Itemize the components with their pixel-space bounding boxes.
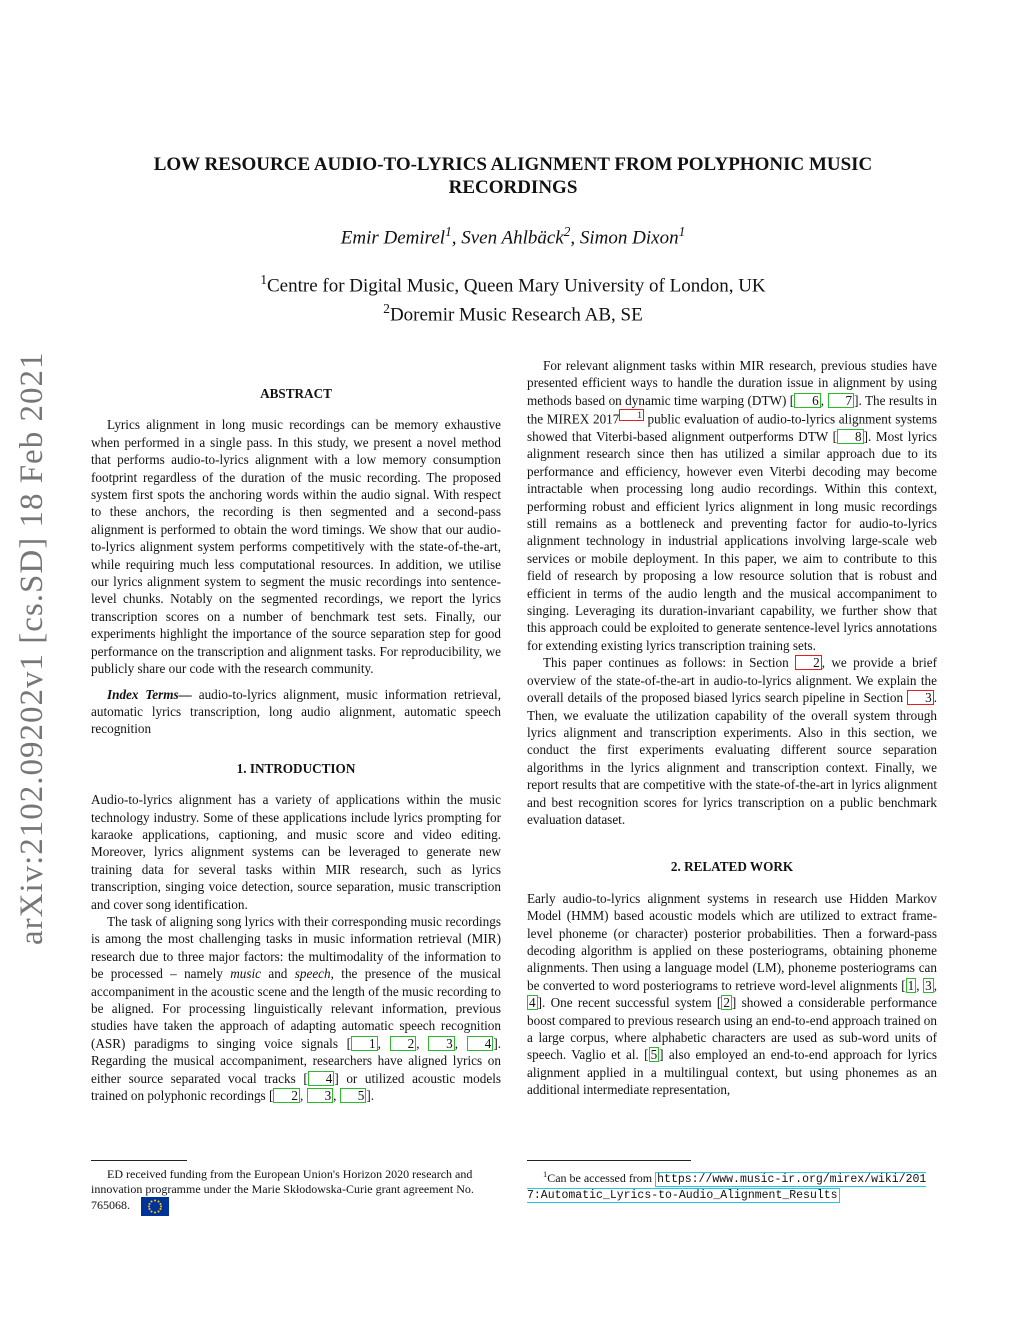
author-affil-mark: 1 <box>445 224 452 239</box>
affiliation-line <box>100 268 926 297</box>
index-terms-label: Index Terms— <box>107 686 192 702</box>
citation-link[interactable]: 2 <box>390 1036 417 1051</box>
index-terms-text: audio-to-lyrics alignment, music information retrieval, automatic lyrics transcription, long audio alignment, automatic speech recognition <box>91 686 501 737</box>
citation-link[interactable]: 5 <box>650 1047 658 1063</box>
text-run: The task of aligning song lyrics with their corresponding music recordings is among the most challenging tasks in music information retrieval (MIR) research due to three major factors: the multimodality of the information to be processed – namely <box>91 913 501 982</box>
text-run: and <box>261 966 295 982</box>
text-run: . Then, we evaluate the utilization capability of the overall system through lyrics alignment and transcription experiments. Also in this section, we conduct the first experiments evaluating different source separation algorithms in the lyrics alignment and transcription context. Finally, we report results that are competitive with the state-of-the-art in lyrics alignment and best recognition scores for lyrics transcription on a public benchmark evaluation dataset. <box>527 690 937 827</box>
citation-link[interactable]: 8 <box>837 429 864 444</box>
footnote-url <box>527 1160 937 1203</box>
section-link[interactable]: 2 <box>795 655 822 670</box>
intro-paragraph: Audio-to-lyrics alignment has a variety of applications within the music technology industry. Some of these applications include lyrics prompting for karaoke applications, captioning, and music score and video editing. Moreover, lyrics alignment systems can be leveraged to generate new training data for several tasks within MIR research, such as lyrics transcription, singing voice detection, source separation, music transcription and cover song identification. <box>91 792 501 912</box>
citation-link[interactable]: 2 <box>273 1088 300 1103</box>
citation-link[interactable]: 5 <box>340 1088 367 1103</box>
affiliation-line <box>100 297 926 326</box>
section-link[interactable]: 3 <box>907 690 934 705</box>
paper-title: LOW RESOURCE AUDIO-TO-LYRICS ALIGNMENT FROM POLYPHONIC MUSIC RECORDINGS <box>153 154 873 198</box>
citation-link[interactable]: 3 <box>307 1088 334 1103</box>
text-run: ]. Most lyrics alignment research since then has utilized a similar approach due to its performance and efficiency, however even Viterbi decoding may become intractable when processing long audio recordings. Within this context, performing robust and efficient lyrics alignment in long music recordings still remains as a bottleneck and preventing factor for audio-to-lyrics alignment technology in industrial applications involving large-scale web services or mobile deployment. In this paper, we aim to contribute to this field of research by proposing a low resource solution that is robust and efficient in terms of the audio length and the musical accompaniment to singing. Leveraging its duration-invariant capability, we further show that this approach could be exploited to generate sentence-level lyrics annotations for extending existing lyrics transcription training sets. <box>527 429 937 653</box>
text-run: ] or utilized acoustic models trained on polyphonic recordings [ <box>91 1070 501 1104</box>
text-run: ]. The results in the MIREX 2017 <box>527 392 938 427</box>
citation-link[interactable]: 3 <box>428 1036 455 1051</box>
affiliations <box>100 268 926 327</box>
citation-link[interactable]: 4 <box>467 1036 494 1051</box>
left-column <box>91 345 501 1104</box>
arxiv-stamp: arXiv:2102.09202v1 [cs.SD] 18 Feb 2021 <box>14 351 50 945</box>
footnote-rule <box>91 1160 187 1161</box>
citation-link[interactable]: 4 <box>529 995 536 1011</box>
affil-mark: 2 <box>383 301 390 317</box>
section-heading-related-work: 2. RELATED WORK <box>670 859 794 875</box>
text-run: ] showed a considerable performance boost compared to previous research using an end-to-end approach trained on a large corpus, where alphabetic characters are used as sub-word units of speech. Vaglio et al. [ <box>527 995 937 1063</box>
affiliation-text: Centre for Digital Music, Queen Mary University of London, UK <box>267 275 766 297</box>
text-run: ]. One recent successful system [ <box>537 995 722 1011</box>
citation-link[interactable]: 1 <box>351 1036 378 1051</box>
text-run: public evaluation of audio-to-lyrics alignment systems showed that Viterbi-based alignment outperforms DTW [ <box>527 411 937 445</box>
index-terms <box>91 686 501 738</box>
citation-link[interactable]: 1 <box>907 977 915 993</box>
footnote-link[interactable]: 1 <box>619 409 644 421</box>
citation-link[interactable]: 7 <box>828 393 855 408</box>
body-paragraph: Early audio-to-lyrics alignment systems in research use Hidden Markov Model (HMM) based acoustic models which are utilized to extract frame-level phoneme (or character) posterior probabilities. Then a forward-pass decoding algorithm is applied on these posteriograms, obtaining phoneme alignments. Then using a language model (LM), phoneme posteriograms can be converted to word posteriograms to retrieve word-level alignments [ 1 , 3 , 4 ]. One recent successful system [ 2 ] showed a considerable performance boost compared to previous research using an end-to-end approach trained on a large corpus, where alphabetic characters are used as sub-word units of speech. Vaglio et al. [ 5 ] also employed an end-to-end approach for lyrics alignment applied in a multilingual context, but using phonemes as an additional intermediate representation, <box>527 890 938 1098</box>
abstract-heading: ABSTRACT <box>260 386 332 401</box>
abstract-text: Lyrics alignment in long music recordings can be memory exhaustive when performed in a single pass. In this study, we present a novel method that performs audio-to-lyrics alignment with a low memory consumption footprint regardless of the duration of the music recording. The proposed system first spots the anchoring words within the audio signal. With respect to these anchors, the recording is then segmented and a second-pass alignment is performed to obtain the word timings. We show that our audio-to-lyrics alignment system performs competitively with the state-of-the-art, while requiring much less computational resources. In addition, we utilise our lyrics alignment system to segment the music recordings into sentence-level chunks. Notably on the segmented recordings, we report the lyrics transcription scores on a number of benchmark test sets. Finally, our experiments highlight the importance of the source separation step for good performance on the transcription and alignment tasks. For reproducibility, we publicly share our code with the research community. <box>91 417 501 677</box>
eu-flag-icon <box>141 1197 169 1216</box>
text-run: speech <box>294 966 331 982</box>
citation-link[interactable]: 2 <box>723 995 730 1011</box>
body-paragraph <box>527 654 937 828</box>
body-paragraph: For relevant alignment tasks within MIR research, previous studies have presented efficient ways to handle the duration issue in alignment by using methods based on dynamic time warping (DTW) [ 6 , 7 ]. The results in the MIREX 2017 1 public evaluation of audio-to-lyrics alignment systems showed that Viterbi-based alignment outperforms DTW [ 8 ]. Most lyrics alignment research since then has utilized a similar approach due to its performance and efficiency, however even Viterbi decoding may become intractable when processing long audio recordings. Within this context, performing robust and efficient lyrics alignment in long music recordings still remains as a bottleneck and preventing factor for audio-to-lyrics alignment technology in industrial applications involving large-scale web services or mobile deployment. In this paper, we aim to contribute to this field of research by proposing a low resource solution that is robust and efficient in terms of the audio length and the musical accompaniment to singing. Leveraging its duration-invariant capability, we further show that this approach could be exploited to generate sentence-level lyrics annotations for extending existing lyrics transcription training sets. <box>527 358 938 653</box>
text-run: ] also employed an end-to-end approach for lyrics alignment applied in a multilingual context, but using phonemes as an additional intermediate representation, <box>527 1047 937 1098</box>
citation-link[interactable]: 4 <box>308 1071 335 1086</box>
footnote-mark: 1 <box>543 1170 548 1179</box>
citation-link[interactable]: 6 <box>794 393 821 408</box>
author-list: Emir Demirel$^1$, Sven Ahlbäck$^2$, Simon Dixon$^1$ <box>340 224 686 249</box>
footnote-rule <box>527 1160 691 1161</box>
intro-paragraph: The task of aligning song lyrics with their corresponding music recordings is among the most challenging tasks in music information retrieval (MIR) research due to three major factors: the multimodality of the information to be processed – namely music and speech, the presence of the musical accompaniment in the acoustic scene and the length of the music recording to be aligned. For processing linguistically relevant information, previous studies have taken the approach of adapting automatic speech recognition (ASR) paradigms to singing voice signals [ 1 , 2 , 3 , 4 ]. Regarding the musical accompaniment, researchers have aligned lyrics on either source separated vocal tracks [ 4 ] or utilized acoustic models trained on polyphonic recordings [ 2 , 3 , 5 ]. <box>91 913 502 1104</box>
author-name: Simon Dixon <box>579 227 679 249</box>
author-affil-mark: 1 <box>678 224 686 239</box>
text-run: , the presence of the musical accompaniment in the acoustic scene and the length of the music recording to be aligned. For processing linguistically relevant information, previous studies have taken the approach of adapting automatic speech recognition (ASR) paradigms to singing voice signals [ <box>91 966 501 1051</box>
author-name: Emir Demirel <box>340 227 446 249</box>
author-affil-mark: 2 <box>563 224 571 239</box>
funding-text: ED received funding from the European Union's Horizon 2020 research and innovation programme under the Marie Skłodowska-Curie grant agreement No. 765068. <box>91 1167 474 1213</box>
affil-mark: 1 <box>260 272 267 287</box>
citation-link[interactable]: 3 <box>925 977 932 993</box>
footnote-text <box>527 1171 926 1201</box>
text-run: For relevant alignment tasks within MIR research, previous studies have presented efficient ways to handle the duration issue in alignment by using methods based on dynamic time warping (DTW) [ <box>527 358 937 408</box>
text-run: Early audio-to-lyrics alignment systems in research use Hidden Markov Model (HMM) based acoustic models which are utilized to extract frame-level phoneme (or character) posterior probabilities. Then a forward-pass decoding algorithm is applied on these posteriograms, obtaining phoneme alignments. Then using a language model (LM), phoneme posteriograms can be converted to word posteriograms to retrieve word-level alignments [ <box>527 890 937 993</box>
author-name: Sven Ahlbäck <box>461 227 564 249</box>
footnote-funding <box>91 1160 501 1216</box>
text-run: , we provide a brief overview of the state-of-the-art in audio-to-lyrics alignment. We explain the overall details of the proposed biased lyrics search pipeline in Section <box>527 655 937 706</box>
right-column <box>527 357 937 1099</box>
footnote-lead: Can be accessed from <box>547 1171 656 1185</box>
footnote-url-link[interactable]: https://www.music-ir.org/mirex/wiki/2017:Automatic_Lyrics-to-Audio_Alignment_Results <box>527 1173 927 1202</box>
section-heading-introduction: 1. INTRODUCTION <box>236 760 356 776</box>
affiliation-text: Doremir Music Research AB, SE <box>389 304 643 326</box>
text-run: This paper continues as follows: in Section <box>543 655 796 671</box>
text-run: music <box>230 966 262 982</box>
text-run: ]. <box>366 1088 375 1104</box>
text-run: ]. Regarding the musical accompaniment, researchers have aligned lyrics on either source separated vocal tracks [ <box>91 1035 502 1086</box>
